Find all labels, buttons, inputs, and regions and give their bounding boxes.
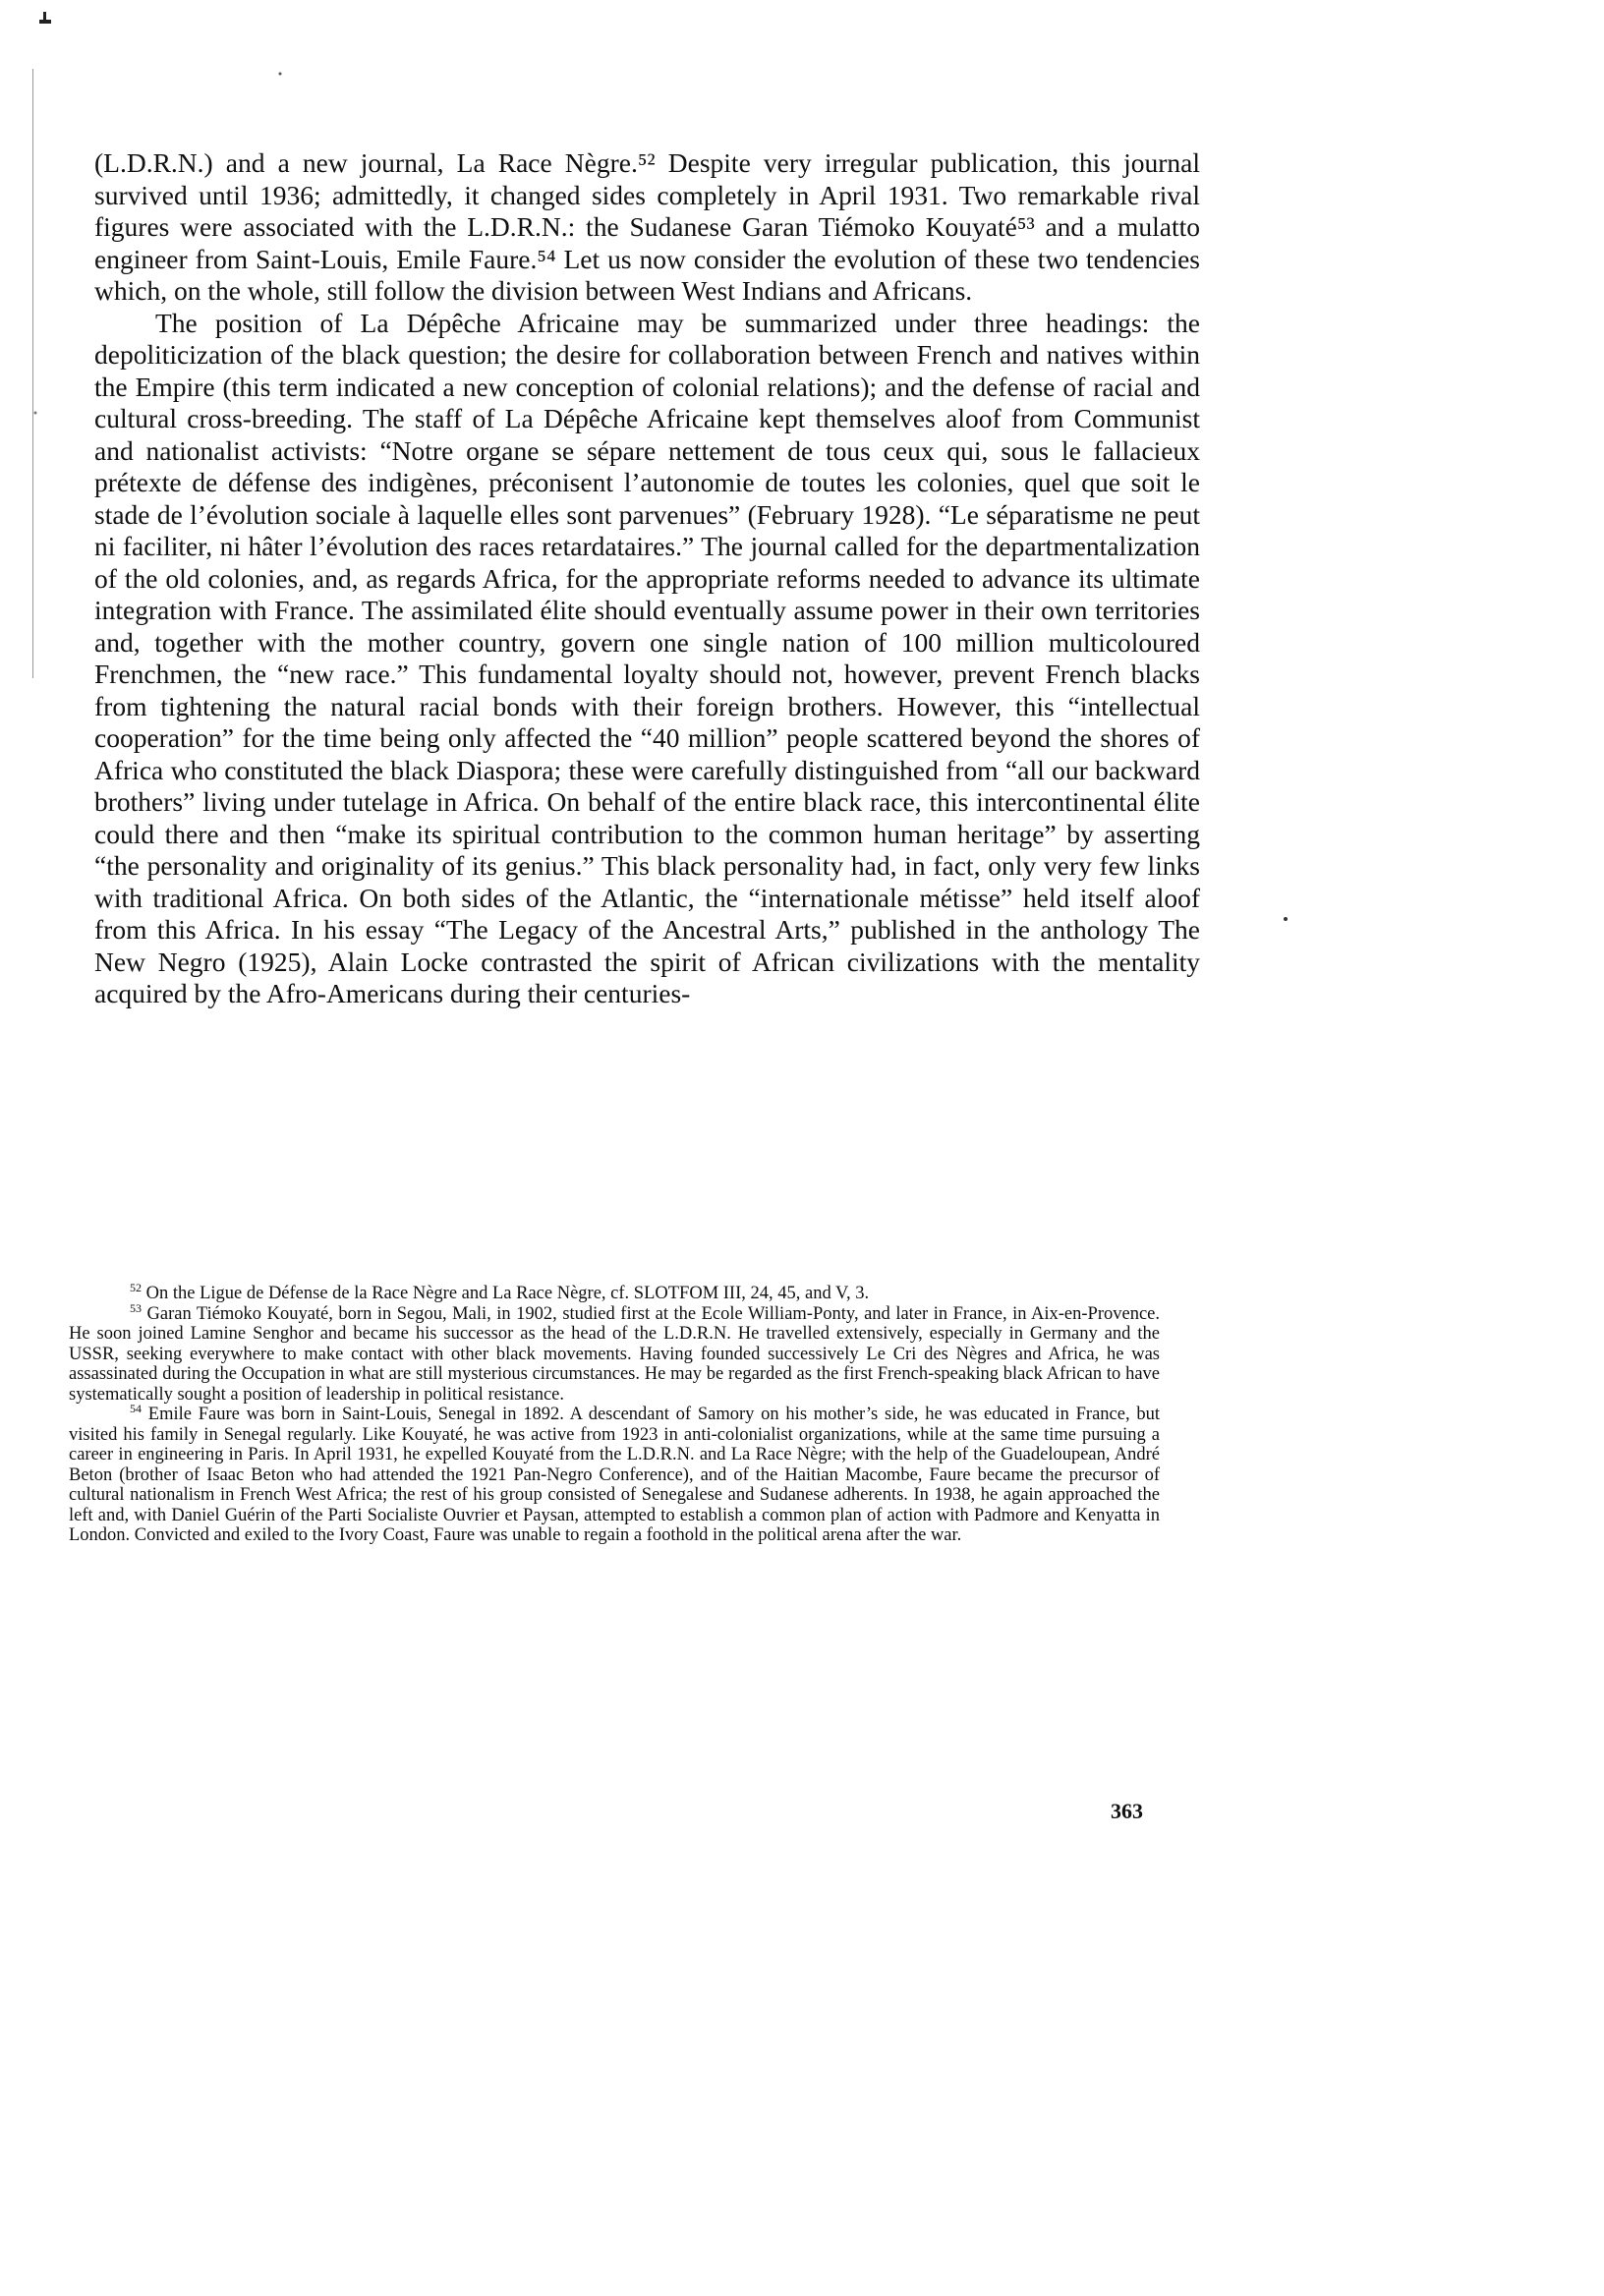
footnote-number: 52 xyxy=(130,1280,142,1294)
footnote-text: Emile Faure was born in Saint-Louis, Senegal in 1892. A descendant of Samory on his mother’s side, he was educated in France, but visited his family in Senegal regularly. Like Kouyaté, he was active from 1923 in anti-colonialist organizations, while at the same time pursuing a career in engineering in Paris. In April 1931, he expelled Kouyaté from the L.D.R.N. and La Race Nègre; with the help of the Guadeloupean, André Beton (brother of Isaac Beton who had attended the 1921 Pan-Negro Conference), and of the Haitian Macombe, Faure became the precursor of cultural nationalism in French West Africa; the rest of his group consisted of Senegalese and Sudanese adherents. In 1938, he again approached the left and, with Daniel Guérin of the Parti Socialiste Ouvrier et Paysan, attempted to establish a common plan of action with Padmore and Kenyatta in London. Convicted and exiled to the Ivory Coast, Faure was unable to regain a foothold in the political arena after the war. xyxy=(69,1405,1160,1545)
footnote-number: 54 xyxy=(130,1401,142,1415)
page-number: 363 xyxy=(1111,1799,1143,1823)
footnote xyxy=(69,1401,1160,1546)
footnote xyxy=(69,1280,1160,1304)
scan-mark xyxy=(43,12,46,22)
footnote-text: Garan Tiémoko Kouyaté, born in Segou, Mali, in 1902, studied first at the Ecole William-Ponty, and later in France, in Aix-en-Provence. He soon joined Lamine Senghor and became his successor as the head of the L.D.R.N. He travelled extensively, especially in Germany and the USSR, seeking everywhere to make contact with other black movements. Having founded successively Le Cri des Nègres and Africa, he was assassinated during the Occupation in what are still mysterious circumstances. He may be regarded as the first French-speaking black African to have systematically sought a position of leadership in political resistance. xyxy=(69,1303,1161,1405)
footnote-text: On the Ligue de Défense de la Race Nègre and La Race Nègre, cf. SLOTFOM III, 24, 45, and V, 3. xyxy=(145,1284,870,1303)
footnote xyxy=(69,1300,1161,1406)
footnote-number: 53 xyxy=(130,1300,142,1315)
paragraph: The position of La Dépêche Africaine may be summarized under three headings: the depoliticization of the black question; the desire for collaboration between French and natives within the Empire (this term indicated a new conception of colonial relations); and the defense of racial and cultural cross-breeding. The staff of La Dépêche Africaine kept themselves aloof from Communist and nationalist activists: “Notre organe se sépare nettement de tous ceux qui, sous le fallacieux prétexte de défense des indigènes, préconisent l’autonomie de toutes les colonies, quel que soit le stade de l’évolution sociale à laquelle elles sont parvenues” (February 1928). “Le séparatisme ne peut ni faciliter, ni hâter l’évolution des races retardataires.” The journal called for the departmentalization of the old colonies, and, as regards Africa, for the appropriate reforms needed to advance its ultimate integration with France. The assimilated élite should eventually assume power in their own territories and, together with the mother country, govern one single nation of 100 million multicoloured Frenchmen, the “new race.” This fundamental loyalty should not, however, prevent French blacks from tightening the natural racial bonds with their foreign brothers. However, this “intellectual cooperation” for the time being only affected the “40 million” people scattered beyond the shores of Africa who constituted the black Diaspora; these were carefully distinguished from “all our backward brothers” living under tutelage in Africa. On behalf of the entire black race, this intercontinental élite could there and then “make its spiritual contribution to the common human heritage” by asserting “the personality and originality of its genius.” This black personality had, in fact, only very few links with traditional Africa. On both sides of the Atlantic, the “internationale métisse” held itself aloof from this Africa. In his essay “The Legacy of the Ancestral Arts,” published in the anthology The New Negro (1925), Alain Locke contrasted the spirit of African civilizations with the mentality acquired by the Afro-Americans during their centuries- xyxy=(94,307,1200,1008)
footnotes xyxy=(69,1280,1161,1546)
scan-margin-line xyxy=(32,69,33,678)
paragraph: (L.D.R.N.) and a new journal, La Race Nègre.⁵² Despite very irregular publication, this journal survived until 1936; admittedly, it changed sides completely in April 1931. Two remarkable rival figures were associated with the L.D.R.N.: the Sudanese Garan Tiémoko Kouyaté⁵³ and a mulatto engineer from Saint-Louis, Emile Faure.⁵⁴ Let us now consider the evolution of these two tendencies which, on the whole, still follow the division between West Indians and Africans. xyxy=(94,147,1200,306)
main-text xyxy=(94,147,1200,1010)
